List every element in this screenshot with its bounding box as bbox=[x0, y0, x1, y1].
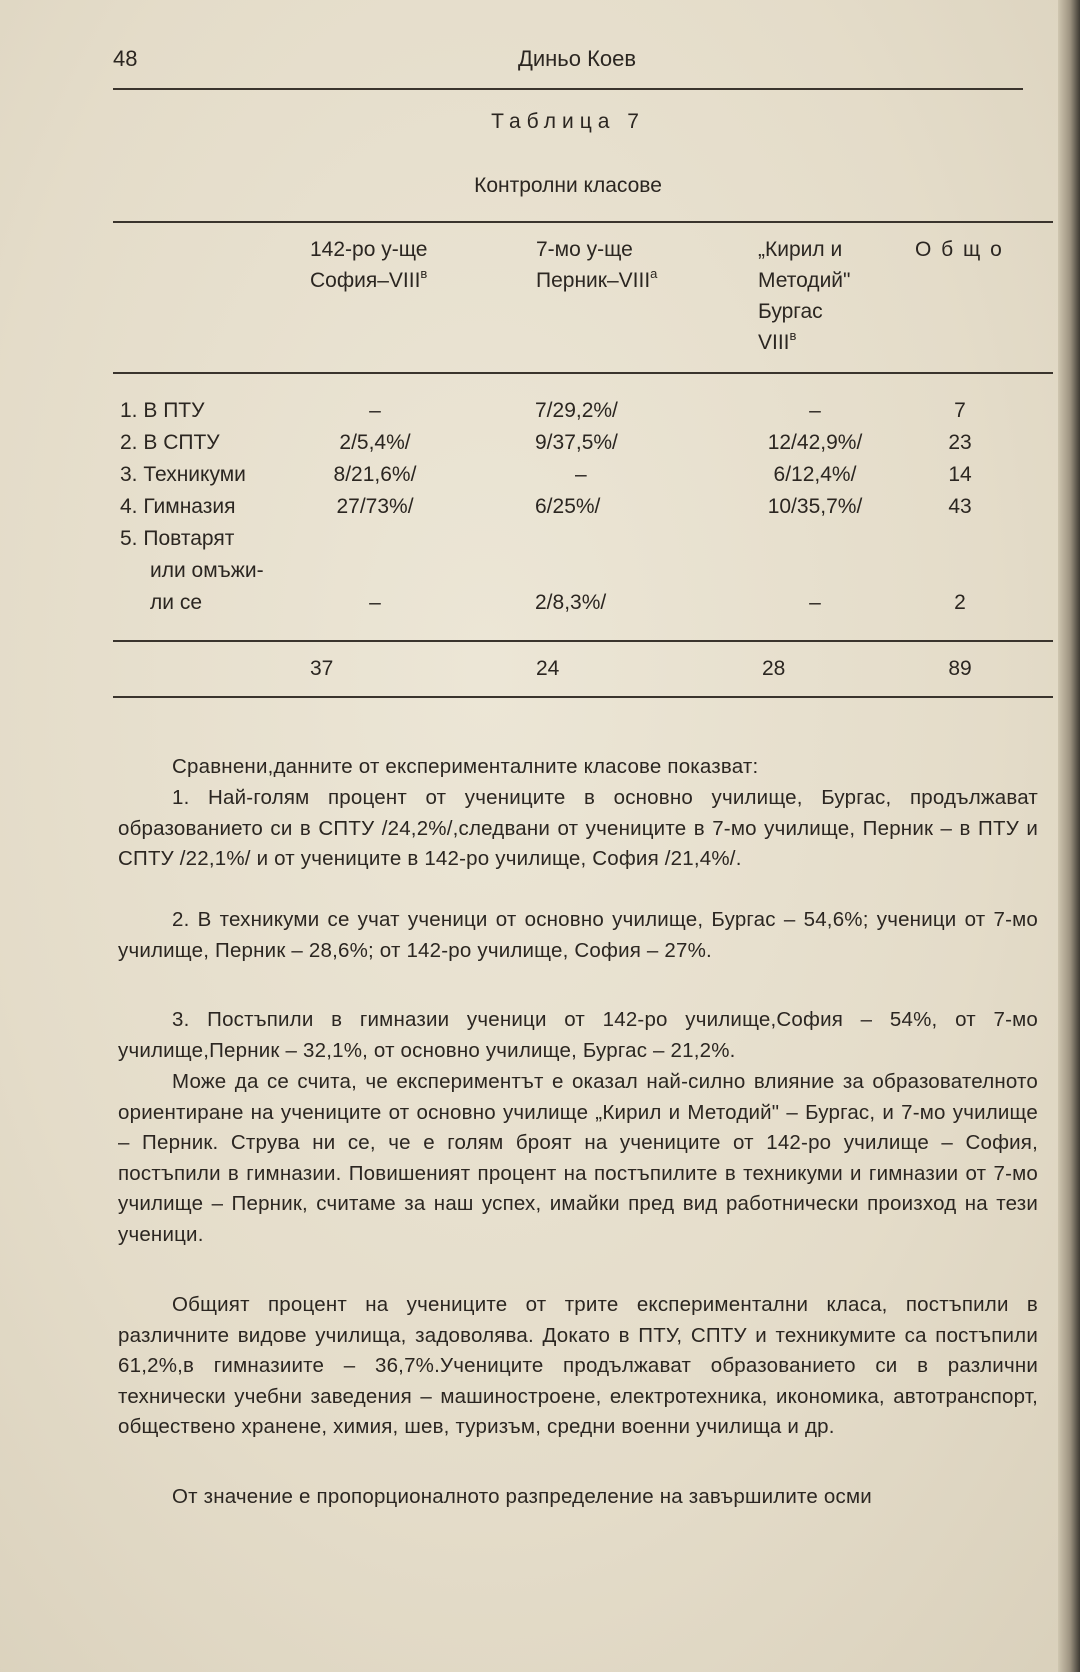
page-number: 48 bbox=[113, 46, 138, 71]
total-cell: 28 bbox=[762, 657, 786, 680]
column-header-line: Бургас bbox=[758, 300, 823, 323]
table-top-rule bbox=[113, 221, 1053, 223]
table-cell: – bbox=[809, 399, 821, 422]
column-header-pernik bbox=[536, 234, 657, 296]
table-header-rule bbox=[113, 372, 1053, 374]
table-cell: 12/42,9%/ bbox=[767, 431, 863, 454]
table-body-rule bbox=[113, 640, 1053, 642]
table-cell-total: 7 bbox=[954, 399, 966, 422]
table-cell: 2/8,3%/ bbox=[535, 591, 607, 614]
table-cell: – bbox=[369, 399, 381, 422]
total-cell-grand: 89 bbox=[948, 657, 972, 680]
table-cell: 10/35,7%/ bbox=[767, 495, 863, 518]
table-caption: Таблица 7 bbox=[491, 110, 645, 133]
table-cell-total: 23 bbox=[948, 431, 972, 454]
table-cell: 6/12,4%/ bbox=[773, 463, 857, 486]
paragraph: 2. В техникуми се учат ученици от основно училище, Бургас – 54,6%; ученици от 7-мо училище, Перник – 28,6%; от 142-ро училище, София – 27%. bbox=[118, 908, 1038, 962]
table-cell: – bbox=[369, 591, 381, 614]
column-header-line: София–$VIII^в$ bbox=[310, 266, 428, 292]
column-header-line: О б щ о bbox=[915, 238, 1004, 261]
running-head bbox=[113, 46, 1023, 82]
column-header-line: 142-ро у-ще bbox=[310, 238, 428, 261]
row-label: 3. Техникуми bbox=[120, 463, 246, 486]
column-header-line: Методий" bbox=[758, 269, 851, 292]
row-label-line: или омъжи- bbox=[150, 559, 264, 582]
column-header-line: $VIII^в$ bbox=[758, 328, 797, 354]
superscript: а bbox=[650, 266, 658, 281]
table-cell-total: 2 bbox=[954, 591, 966, 614]
table-cell: 6/25%/ bbox=[535, 495, 601, 518]
table-cell-total: 43 bbox=[948, 495, 972, 518]
total-cell: 37 bbox=[310, 657, 334, 680]
column-header-burgas bbox=[758, 234, 850, 358]
table-cell: 7/29,2%/ bbox=[535, 399, 618, 422]
column-header-total bbox=[915, 234, 1004, 265]
row-label: 4. Гимназия bbox=[120, 495, 236, 518]
table-cell: 2/5,4%/ bbox=[339, 431, 411, 454]
total-cell: 24 bbox=[536, 657, 560, 680]
running-title-author: Диньо Коев bbox=[517, 46, 637, 71]
table-cell-total: 14 bbox=[948, 463, 972, 486]
table-cell: 9/37,5%/ bbox=[535, 431, 618, 454]
column-header-line: „Кирил и bbox=[758, 238, 843, 261]
table-cell: – bbox=[809, 591, 821, 614]
paragraph: Може да се счита, че експериментът е оказал най-силно влияние за образователното ориентиране на учениците от основно училище „Кирил и Методий" – Бургас, и 7-мо училище – Перник. Струва ни се, че е голям броят на учениците от 142-ро училище – София, постъпили в гимназии. Повишеният процент на постъпилите в техникуми и гимназии от 7-мо училище – Перник, считаме за наш успех, имайки пред вид работнически произход на тези ученици. bbox=[118, 1070, 1038, 1246]
column-header-line: 7-мо у-ще bbox=[536, 238, 633, 261]
superscript: в bbox=[420, 266, 428, 281]
table-cell: – bbox=[575, 463, 587, 486]
column-header-sofia bbox=[310, 234, 427, 296]
book-spine-shadow bbox=[1058, 0, 1080, 1672]
table-cell: 8/21,6%/ bbox=[333, 463, 417, 486]
row-label-line: ли се bbox=[150, 591, 202, 614]
paragraph: Общият процент на учениците от трите експериментални класа, постъпили в различните видове училища, задоволява. Докато в ПТУ, СПТУ и техникумите са постъпили 61,2%,в гимназиите – 36,7%.Учениците продължават образованието си в различни технически учебни заведения – машиностроене, електротехника, икономика, автотранспорт, обществено хранене, химия, шев, туризъм, средни военни училища и др. bbox=[118, 1293, 1038, 1439]
row-label: 2. В СПТУ bbox=[120, 431, 220, 454]
paragraph: 3. Постъпили в гимназии ученици от 142-ро училище,София – 54%, от 7-мо училище,Перник – 32,1%, от основно училище, Бургас – 21,2%. bbox=[118, 1008, 1038, 1062]
paragraph: От значение е пропорционалното разпределение на завършилите осми bbox=[172, 1485, 872, 1508]
paragraph: Сравнени,данните от експерименталните класове показват: bbox=[172, 755, 759, 778]
row-label: 1. В ПТУ bbox=[120, 399, 205, 422]
table-cell: 27/73%/ bbox=[336, 495, 414, 518]
row-label-line: 5. Повтарят bbox=[120, 527, 235, 550]
column-header-line: Перник–$VIII^а$ bbox=[536, 266, 658, 292]
header-rule bbox=[113, 88, 1023, 90]
table-subcaption: Контролни класове bbox=[474, 174, 662, 197]
table-bottom-rule bbox=[113, 696, 1053, 698]
paragraph: 1. Най-голям процент от учениците в основно училище, Бургас, продължават образованието си в СПТУ /24,2%/,следвани от учениците в 7-мо училище, Перник – в ПТУ и СПТУ /22,1%/ и от учениците в 142-ро училище, София /21,4%/. bbox=[118, 786, 1038, 871]
row-label bbox=[120, 523, 264, 619]
superscript: в bbox=[789, 328, 797, 343]
